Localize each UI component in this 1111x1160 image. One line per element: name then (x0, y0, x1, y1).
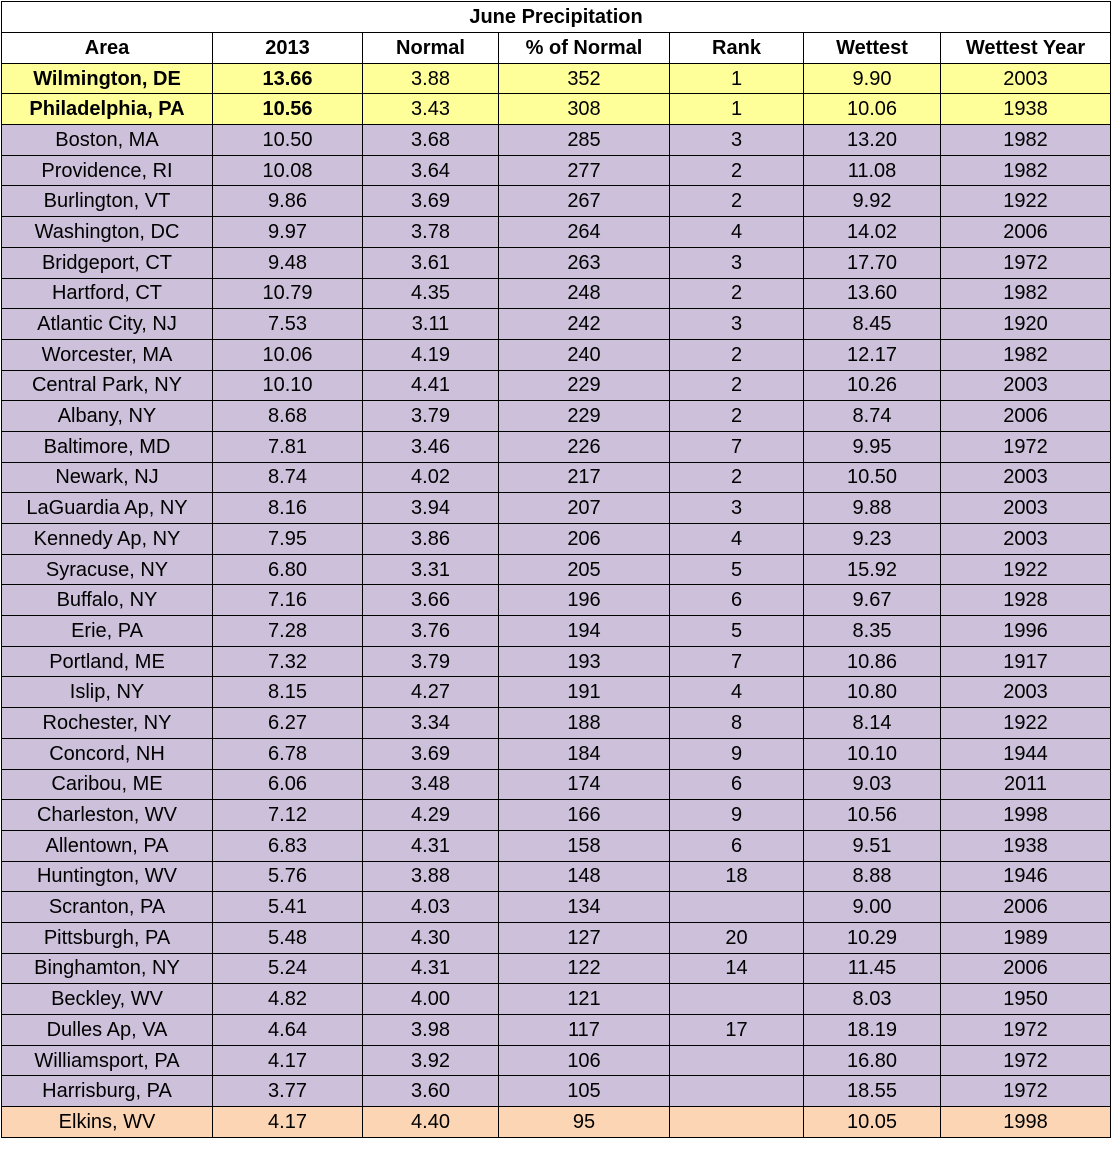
table-row (2, 462, 1111, 493)
cell-wettest-year: 2003 (941, 462, 1111, 493)
cell-area: Williamsport, PA (2, 1045, 213, 1076)
cell-wettest: 10.50 (804, 462, 941, 493)
cell-normal: 3.79 (363, 401, 499, 432)
cell-2013: 10.06 (213, 339, 363, 370)
cell-2013: 9.97 (213, 217, 363, 248)
cell-normal: 3.92 (363, 1045, 499, 1076)
cell-rank: 20 (670, 922, 804, 953)
table-row (2, 339, 1111, 370)
cell-wettest-year: 1972 (941, 247, 1111, 278)
header-row (2, 33, 1111, 64)
cell-wettest: 9.95 (804, 431, 941, 462)
cell-rank: 2 (670, 462, 804, 493)
cell-rank: 2 (670, 401, 804, 432)
cell-2013: 8.68 (213, 401, 363, 432)
cell-wettest-year: 1928 (941, 585, 1111, 616)
cell-wettest-year: 1922 (941, 708, 1111, 739)
header-area: Area (2, 33, 213, 64)
cell-percent-of-normal: 106 (499, 1045, 670, 1076)
cell-2013: 5.76 (213, 861, 363, 892)
table-title: June Precipitation (2, 2, 1111, 33)
table-row (2, 830, 1111, 861)
cell-2013: 7.12 (213, 800, 363, 831)
cell-wettest-year: 2006 (941, 401, 1111, 432)
cell-rank: 3 (670, 493, 804, 524)
table-row (2, 646, 1111, 677)
cell-2013: 5.48 (213, 922, 363, 953)
cell-wettest-year: 1982 (941, 155, 1111, 186)
cell-wettest: 9.03 (804, 769, 941, 800)
cell-rank: 7 (670, 646, 804, 677)
cell-normal: 4.29 (363, 800, 499, 831)
cell-2013: 6.27 (213, 708, 363, 739)
cell-2013: 6.06 (213, 769, 363, 800)
cell-normal: 3.60 (363, 1076, 499, 1107)
cell-area: Kennedy Ap, NY (2, 524, 213, 555)
cell-wettest-year: 1982 (941, 278, 1111, 309)
cell-wettest: 8.88 (804, 861, 941, 892)
table-row (2, 63, 1111, 94)
cell-normal: 3.66 (363, 585, 499, 616)
cell-area: Central Park, NY (2, 370, 213, 401)
cell-percent-of-normal: 229 (499, 401, 670, 432)
cell-rank: 17 (670, 1015, 804, 1046)
cell-wettest: 9.88 (804, 493, 941, 524)
cell-percent-of-normal: 148 (499, 861, 670, 892)
cell-wettest: 9.67 (804, 585, 941, 616)
table-row (2, 94, 1111, 125)
cell-percent-of-normal: 267 (499, 186, 670, 217)
cell-area: Newark, NJ (2, 462, 213, 493)
cell-normal: 4.30 (363, 922, 499, 953)
cell-wettest: 10.05 (804, 1107, 941, 1138)
header-normal: Normal (363, 33, 499, 64)
table-row (2, 892, 1111, 923)
cell-2013: 10.08 (213, 155, 363, 186)
table-row (2, 861, 1111, 892)
cell-percent-of-normal: 121 (499, 984, 670, 1015)
cell-2013: 7.32 (213, 646, 363, 677)
cell-area: Wilmington, DE (2, 63, 213, 94)
cell-area: Allentown, PA (2, 830, 213, 861)
cell-percent-of-normal: 117 (499, 1015, 670, 1046)
table-row (2, 769, 1111, 800)
cell-area: Burlington, VT (2, 186, 213, 217)
cell-wettest-year: 1972 (941, 1076, 1111, 1107)
cell-2013: 7.53 (213, 309, 363, 340)
cell-percent-of-normal: 264 (499, 217, 670, 248)
table-row (2, 1076, 1111, 1107)
cell-normal: 4.02 (363, 462, 499, 493)
cell-wettest-year: 1972 (941, 431, 1111, 462)
table-row (2, 554, 1111, 585)
table-row (2, 1045, 1111, 1076)
table-row (2, 800, 1111, 831)
cell-wettest: 9.51 (804, 830, 941, 861)
cell-wettest: 15.92 (804, 554, 941, 585)
cell-normal: 4.31 (363, 953, 499, 984)
cell-area: Buffalo, NY (2, 585, 213, 616)
table-row (2, 984, 1111, 1015)
cell-wettest: 10.56 (804, 800, 941, 831)
table-row (2, 125, 1111, 156)
cell-wettest-year: 1922 (941, 554, 1111, 585)
cell-normal: 3.69 (363, 186, 499, 217)
table-row (2, 401, 1111, 432)
cell-normal: 3.31 (363, 554, 499, 585)
cell-2013: 9.48 (213, 247, 363, 278)
cell-wettest: 8.14 (804, 708, 941, 739)
cell-percent-of-normal: 158 (499, 830, 670, 861)
cell-2013: 4.17 (213, 1045, 363, 1076)
cell-2013: 7.28 (213, 616, 363, 647)
cell-2013: 3.77 (213, 1076, 363, 1107)
cell-area: Scranton, PA (2, 892, 213, 923)
table-row (2, 1015, 1111, 1046)
cell-normal: 4.41 (363, 370, 499, 401)
cell-rank: 14 (670, 953, 804, 984)
cell-2013: 13.66 (213, 63, 363, 94)
cell-normal: 3.64 (363, 155, 499, 186)
table-row (2, 247, 1111, 278)
header-percent-of-normal: % of Normal (499, 33, 670, 64)
cell-2013: 7.95 (213, 524, 363, 555)
cell-rank (670, 1045, 804, 1076)
table-row (2, 585, 1111, 616)
cell-2013: 6.83 (213, 830, 363, 861)
cell-wettest-year: 2003 (941, 677, 1111, 708)
cell-rank: 9 (670, 738, 804, 769)
cell-rank: 6 (670, 585, 804, 616)
table-row (2, 677, 1111, 708)
cell-wettest-year: 1920 (941, 309, 1111, 340)
cell-rank: 3 (670, 309, 804, 340)
cell-2013: 8.16 (213, 493, 363, 524)
cell-percent-of-normal: 105 (499, 1076, 670, 1107)
cell-percent-of-normal: 352 (499, 63, 670, 94)
cell-normal: 4.31 (363, 830, 499, 861)
cell-area: Binghamton, NY (2, 953, 213, 984)
cell-rank: 3 (670, 247, 804, 278)
cell-rank: 1 (670, 63, 804, 94)
cell-wettest: 10.06 (804, 94, 941, 125)
cell-wettest: 9.23 (804, 524, 941, 555)
cell-percent-of-normal: 188 (499, 708, 670, 739)
cell-percent-of-normal: 277 (499, 155, 670, 186)
cell-wettest: 12.17 (804, 339, 941, 370)
cell-normal: 3.61 (363, 247, 499, 278)
cell-rank: 4 (670, 217, 804, 248)
cell-rank: 2 (670, 186, 804, 217)
cell-area: Beckley, WV (2, 984, 213, 1015)
cell-percent-of-normal: 240 (499, 339, 670, 370)
cell-rank: 2 (670, 339, 804, 370)
header-wettest-year: Wettest Year (941, 33, 1111, 64)
cell-wettest: 10.86 (804, 646, 941, 677)
cell-normal: 4.27 (363, 677, 499, 708)
cell-percent-of-normal: 194 (499, 616, 670, 647)
cell-area: Baltimore, MD (2, 431, 213, 462)
cell-wettest-year: 1998 (941, 1107, 1111, 1138)
cell-wettest: 16.80 (804, 1045, 941, 1076)
cell-rank: 3 (670, 125, 804, 156)
cell-wettest: 9.00 (804, 892, 941, 923)
cell-2013: 10.50 (213, 125, 363, 156)
cell-percent-of-normal: 229 (499, 370, 670, 401)
cell-rank: 9 (670, 800, 804, 831)
table-row (2, 524, 1111, 555)
cell-wettest: 10.29 (804, 922, 941, 953)
cell-percent-of-normal: 127 (499, 922, 670, 953)
cell-wettest: 18.55 (804, 1076, 941, 1107)
cell-rank: 4 (670, 524, 804, 555)
cell-percent-of-normal: 95 (499, 1107, 670, 1138)
cell-area: LaGuardia Ap, NY (2, 493, 213, 524)
cell-percent-of-normal: 193 (499, 646, 670, 677)
header-rank: Rank (670, 33, 804, 64)
cell-area: Bridgeport, CT (2, 247, 213, 278)
cell-wettest-year: 1946 (941, 861, 1111, 892)
cell-area: Providence, RI (2, 155, 213, 186)
cell-2013: 10.10 (213, 370, 363, 401)
table-body (2, 63, 1111, 1137)
header-2013: 2013 (213, 33, 363, 64)
table-row (2, 953, 1111, 984)
cell-normal: 3.34 (363, 708, 499, 739)
cell-wettest: 8.74 (804, 401, 941, 432)
cell-normal: 3.69 (363, 738, 499, 769)
cell-percent-of-normal: 242 (499, 309, 670, 340)
table-row (2, 217, 1111, 248)
cell-normal: 3.48 (363, 769, 499, 800)
cell-wettest-year: 1972 (941, 1045, 1111, 1076)
cell-area: Albany, NY (2, 401, 213, 432)
cell-area: Huntington, WV (2, 861, 213, 892)
cell-area: Atlantic City, NJ (2, 309, 213, 340)
cell-percent-of-normal: 248 (499, 278, 670, 309)
cell-2013: 6.78 (213, 738, 363, 769)
cell-percent-of-normal: 285 (499, 125, 670, 156)
cell-2013: 4.17 (213, 1107, 363, 1138)
cell-wettest: 11.08 (804, 155, 941, 186)
cell-normal: 4.35 (363, 278, 499, 309)
cell-rank: 5 (670, 554, 804, 585)
table-row (2, 186, 1111, 217)
cell-wettest: 18.19 (804, 1015, 941, 1046)
cell-wettest-year: 2006 (941, 217, 1111, 248)
cell-2013: 5.24 (213, 953, 363, 984)
cell-2013: 7.16 (213, 585, 363, 616)
cell-normal: 3.43 (363, 94, 499, 125)
cell-percent-of-normal: 134 (499, 892, 670, 923)
cell-area: Hartford, CT (2, 278, 213, 309)
cell-percent-of-normal: 166 (499, 800, 670, 831)
cell-normal: 3.11 (363, 309, 499, 340)
table-row (2, 616, 1111, 647)
cell-normal: 3.68 (363, 125, 499, 156)
cell-wettest-year: 2003 (941, 63, 1111, 94)
cell-area: Caribou, ME (2, 769, 213, 800)
precipitation-table (1, 1, 1111, 1138)
cell-normal: 3.78 (363, 217, 499, 248)
cell-normal: 4.03 (363, 892, 499, 923)
cell-2013: 7.81 (213, 431, 363, 462)
cell-wettest-year: 2006 (941, 892, 1111, 923)
cell-wettest: 11.45 (804, 953, 941, 984)
cell-wettest-year: 2003 (941, 370, 1111, 401)
cell-percent-of-normal: 184 (499, 738, 670, 769)
cell-2013: 10.79 (213, 278, 363, 309)
cell-rank: 6 (670, 830, 804, 861)
cell-area: Syracuse, NY (2, 554, 213, 585)
cell-normal: 3.98 (363, 1015, 499, 1046)
cell-area: Washington, DC (2, 217, 213, 248)
cell-wettest: 17.70 (804, 247, 941, 278)
cell-wettest: 9.90 (804, 63, 941, 94)
cell-wettest: 10.26 (804, 370, 941, 401)
cell-area: Islip, NY (2, 677, 213, 708)
cell-2013: 10.56 (213, 94, 363, 125)
cell-wettest-year: 1944 (941, 738, 1111, 769)
table-row (2, 493, 1111, 524)
cell-wettest-year: 1982 (941, 125, 1111, 156)
cell-area: Concord, NH (2, 738, 213, 769)
cell-wettest: 14.02 (804, 217, 941, 248)
cell-rank: 18 (670, 861, 804, 892)
table-title-row (2, 2, 1111, 33)
cell-wettest: 8.45 (804, 309, 941, 340)
cell-area: Elkins, WV (2, 1107, 213, 1138)
cell-area: Portland, ME (2, 646, 213, 677)
cell-percent-of-normal: 226 (499, 431, 670, 462)
cell-normal: 3.94 (363, 493, 499, 524)
cell-normal: 4.00 (363, 984, 499, 1015)
cell-area: Harrisburg, PA (2, 1076, 213, 1107)
cell-normal: 3.79 (363, 646, 499, 677)
table-row (2, 370, 1111, 401)
cell-area: Charleston, WV (2, 800, 213, 831)
table-row (2, 155, 1111, 186)
table-row (2, 708, 1111, 739)
cell-wettest: 13.60 (804, 278, 941, 309)
cell-wettest-year: 1938 (941, 830, 1111, 861)
cell-rank: 5 (670, 616, 804, 647)
cell-percent-of-normal: 217 (499, 462, 670, 493)
table-row (2, 1107, 1111, 1138)
table-row (2, 431, 1111, 462)
cell-normal: 3.46 (363, 431, 499, 462)
header-wettest: Wettest (804, 33, 941, 64)
cell-rank (670, 1107, 804, 1138)
cell-area: Philadelphia, PA (2, 94, 213, 125)
cell-wettest-year: 1989 (941, 922, 1111, 953)
cell-normal: 4.40 (363, 1107, 499, 1138)
cell-percent-of-normal: 263 (499, 247, 670, 278)
cell-normal: 3.88 (363, 861, 499, 892)
cell-percent-of-normal: 196 (499, 585, 670, 616)
cell-2013: 9.86 (213, 186, 363, 217)
cell-percent-of-normal: 206 (499, 524, 670, 555)
cell-wettest-year: 2003 (941, 524, 1111, 555)
cell-normal: 4.19 (363, 339, 499, 370)
cell-area: Pittsburgh, PA (2, 922, 213, 953)
cell-rank: 7 (670, 431, 804, 462)
table-row (2, 738, 1111, 769)
cell-area: Worcester, MA (2, 339, 213, 370)
table-row (2, 278, 1111, 309)
cell-rank: 8 (670, 708, 804, 739)
cell-wettest: 8.03 (804, 984, 941, 1015)
cell-2013: 6.80 (213, 554, 363, 585)
cell-wettest: 9.92 (804, 186, 941, 217)
table-row (2, 309, 1111, 340)
cell-rank (670, 892, 804, 923)
cell-2013: 8.74 (213, 462, 363, 493)
cell-wettest-year: 1950 (941, 984, 1111, 1015)
cell-2013: 5.41 (213, 892, 363, 923)
cell-percent-of-normal: 207 (499, 493, 670, 524)
cell-rank (670, 1076, 804, 1107)
cell-wettest-year: 1998 (941, 800, 1111, 831)
cell-2013: 4.82 (213, 984, 363, 1015)
cell-wettest: 10.80 (804, 677, 941, 708)
cell-rank: 1 (670, 94, 804, 125)
cell-area: Dulles Ap, VA (2, 1015, 213, 1046)
cell-rank (670, 984, 804, 1015)
cell-wettest-year: 1972 (941, 1015, 1111, 1046)
cell-wettest-year: 1938 (941, 94, 1111, 125)
cell-percent-of-normal: 308 (499, 94, 670, 125)
cell-2013: 8.15 (213, 677, 363, 708)
cell-area: Boston, MA (2, 125, 213, 156)
cell-wettest-year: 1982 (941, 339, 1111, 370)
cell-wettest: 13.20 (804, 125, 941, 156)
cell-rank: 6 (670, 769, 804, 800)
cell-percent-of-normal: 122 (499, 953, 670, 984)
cell-wettest: 10.10 (804, 738, 941, 769)
cell-normal: 3.86 (363, 524, 499, 555)
cell-wettest: 8.35 (804, 616, 941, 647)
cell-rank: 2 (670, 278, 804, 309)
cell-wettest-year: 2006 (941, 953, 1111, 984)
cell-rank: 2 (670, 155, 804, 186)
cell-rank: 2 (670, 370, 804, 401)
cell-normal: 3.76 (363, 616, 499, 647)
cell-normal: 3.88 (363, 63, 499, 94)
cell-2013: 4.64 (213, 1015, 363, 1046)
cell-area: Erie, PA (2, 616, 213, 647)
cell-wettest-year: 1917 (941, 646, 1111, 677)
table-row (2, 922, 1111, 953)
cell-area: Rochester, NY (2, 708, 213, 739)
cell-wettest-year: 2003 (941, 493, 1111, 524)
cell-percent-of-normal: 191 (499, 677, 670, 708)
cell-percent-of-normal: 174 (499, 769, 670, 800)
cell-rank: 4 (670, 677, 804, 708)
cell-wettest-year: 1922 (941, 186, 1111, 217)
cell-wettest-year: 1996 (941, 616, 1111, 647)
cell-wettest-year: 2011 (941, 769, 1111, 800)
cell-percent-of-normal: 205 (499, 554, 670, 585)
